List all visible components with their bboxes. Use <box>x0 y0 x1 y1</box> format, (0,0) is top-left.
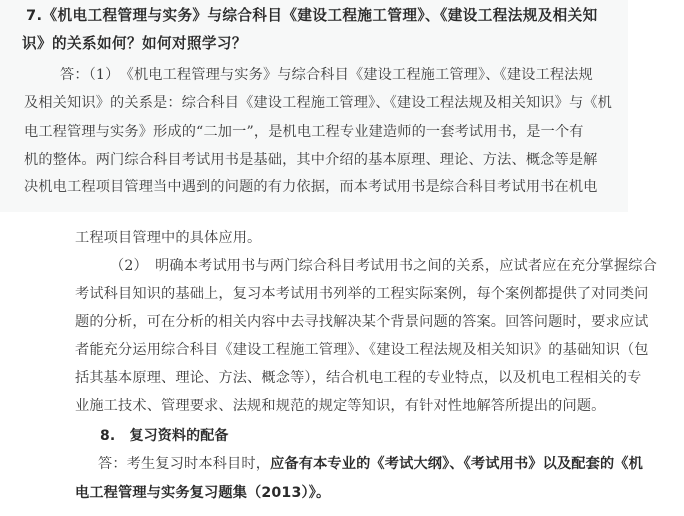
section8-answer-emphasis: 应备有本专业的《考试大纲》、《考试用书》以及配套的《机 <box>270 456 643 472</box>
section8-heading: 8. 复习资料的配备 <box>100 428 229 444</box>
answer1-line-6: 工程项目管理中的具体应用。 <box>75 230 262 246</box>
answer2-line-5: 括其基本原理、理论、方法、概念等），结合机电工程的专业特点，以及机电工程相关的专 <box>75 370 642 386</box>
answer2-line-4: 者能充分运用综合科目《建设工程施工管理》、《建设工程法规及相关知识》的基础知识（包 <box>75 342 649 358</box>
section8-answer-line-1 <box>98 457 643 471</box>
answer1-line-1: 答：（1） 《机电工程管理与实务》与综合科目《建设工程施工管理》、《建设工程法规 <box>60 67 593 83</box>
question-title-line-2: 识》的关系如何？如何对照学习？ <box>22 35 247 52</box>
page-scan-margin <box>628 0 684 212</box>
question-title-line-1: 7.《机电工程管理与实务》与综合科目《建设工程施工管理》、《建设工程法规及相关知 <box>26 7 598 24</box>
answer1-line-5: 决机电工程项目管理当中遇到的问题的有力依据，而本考试用书是综合科目考试用书在机电 <box>24 179 598 195</box>
answer2-line-2: 考试科目知识的基础上，复习本考试用书列举的工程实际案例，每个案例都提供了对同类问 <box>75 286 649 302</box>
section8-answer-prefix: 答：考生复习时本科目时， <box>98 456 271 472</box>
answer1-line-2: 及相关知识》的关系是：综合科目《建设工程施工管理》、《建设工程法规及相关知识》与《机 <box>24 95 612 111</box>
section8-answer-line-2: 电工程管理与实务复习题集（2013）》。 <box>75 485 331 501</box>
answer2-line-6: 业施工技术、管理要求、法规和规范的规定等知识，有针对性地解答所提出的问题。 <box>75 398 606 414</box>
answer1-line-4: 机的整体。两门综合科目考试用书是基础，其中介绍的基本原理、理论、方法、概念等是解 <box>24 152 598 168</box>
answer2-line-1: （2） 明确本考试用书与两门综合科目考试用书之间的关系，应试者应在充分掌握综合 <box>110 258 657 274</box>
answer2-line-3: 题的分析，可在分析的相关内容中去寻找解决某个背景问题的答案。回答问题时，要求应试 <box>75 314 649 330</box>
answer1-line-3: 电工程管理与实务》形成的“二加一”，是机电工程专业建造师的一套考试用书，是一个有 <box>24 124 584 140</box>
